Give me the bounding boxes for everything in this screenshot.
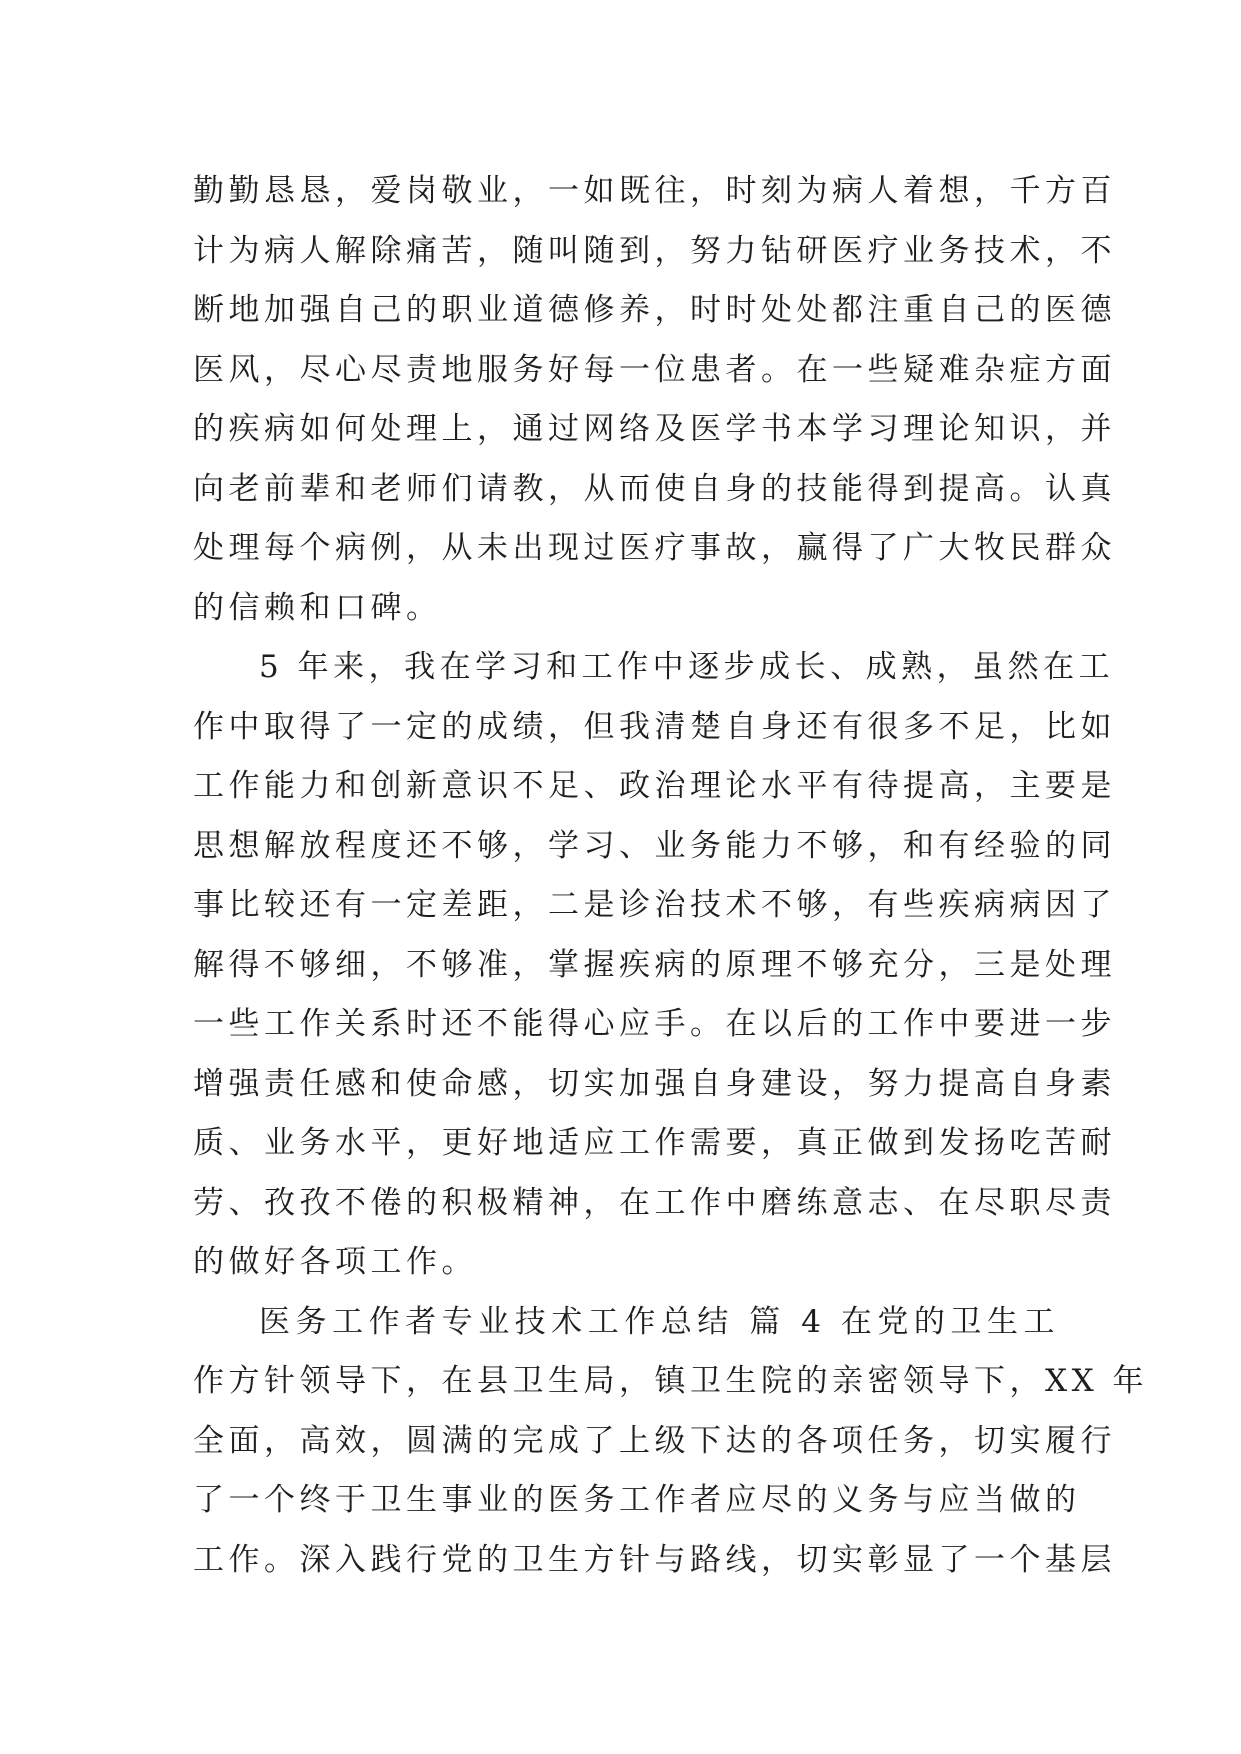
text-line: 计为病人解除痛苦，随叫随到，努力钻研医疗业务技术，不 <box>193 232 1116 269</box>
text-line: 增强责任感和使命感，切实加强自身建设，努力提高自身素 <box>193 1065 1116 1102</box>
text-line: 质、业务水平，更好地适应工作需要，真正做到发扬吃苦耐 <box>193 1125 1116 1161</box>
text-line: 事比较还有一定差距，二是诊治技术不够，有些疾病病因了 <box>193 887 1116 923</box>
text-line: 一些工作关系时还不能得心应手。在以后的工作中要进一步 <box>193 1006 1116 1042</box>
text-line: 工作。深入践行党的卫生方针与路线，切实彰显了一个基层 <box>193 1541 1116 1578</box>
text-line: 作中取得了一定的成绩，但我清楚自身还有很多不足，比如 <box>193 708 1116 745</box>
text-line: 思想解放程度还不够，学习、业务能力不够，和有经验的同 <box>193 827 1116 864</box>
text-line: 劳、孜孜不倦的积极精神，在工作中磨练意志、在尽职尽责 <box>193 1184 1116 1221</box>
text-line: 工作能力和创新意识不足、政治理论水平有待提高，主要是 <box>193 768 1116 804</box>
text-line: 的疾病如何处理上，通过网络及医学书本学习理论知识，并 <box>193 411 1116 447</box>
text-line: 医务工作者专业技术工作总结 篇 4 在党的卫生工 <box>259 1303 1059 1340</box>
text-line: 处理每个病例，从未出现过医疗事故，赢得了广大牧民群众 <box>193 530 1116 566</box>
text-line: 全面，高效，圆满的完成了上级下达的各项任务，切实履行 <box>193 1422 1116 1459</box>
text-line: 解得不够细，不够准，掌握疾病的原理不够充分，三是处理 <box>193 946 1116 983</box>
text-line: 断地加强自己的职业道德修养，时时处处都注重自己的医德 <box>193 292 1116 328</box>
text-line: 5 年来，我在学习和工作中逐步成长、成熟，虽然在工 <box>259 649 1115 685</box>
text-line: 勤勤恳恳，爱岗敬业，一如既往，时刻为病人着想，千方百 <box>193 173 1116 209</box>
text-line: 了一个终于卫生事业的医务工作者应尽的义务与应当做的 <box>193 1482 1081 1518</box>
text-line: 的信赖和口碑。 <box>193 589 442 626</box>
text-line: 作方针领导下，在县卫生局，镇卫生院的亲密领导下，XX 年 <box>193 1363 1148 1399</box>
text-line: 的做好各项工作。 <box>193 1244 477 1280</box>
text-line: 医风，尽心尽责地服务好每一位患者。在一些疑难杂症方面 <box>193 351 1116 388</box>
text-line: 向老前辈和老师们请教，从而使自身的技能得到提高。认真 <box>193 470 1116 507</box>
body-text <box>193 162 1148 1590</box>
